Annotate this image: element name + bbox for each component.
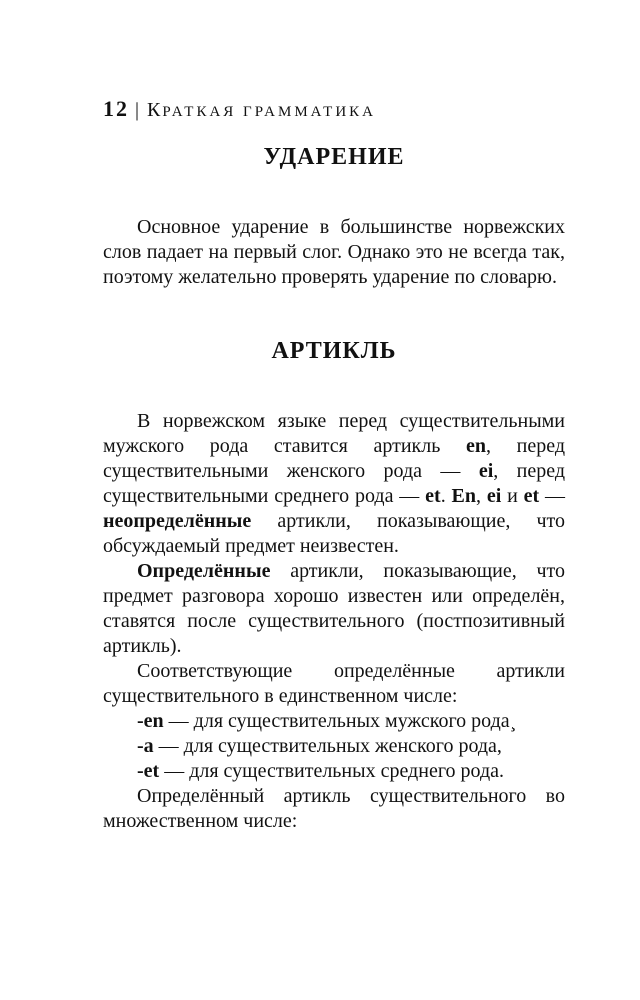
term-et-2: et xyxy=(523,485,540,507)
heading-stress: УДАРЕНИЕ xyxy=(263,144,405,170)
term-ei-2: ei xyxy=(486,485,502,507)
paragraph-plural-intro: Определённый артикль существительного во множественном числе: xyxy=(103,785,565,832)
header-separator: | xyxy=(135,99,142,121)
term-en: en xyxy=(465,435,486,457)
ending-en: -en xyxy=(137,710,164,732)
page-number: 12 xyxy=(103,96,129,121)
running-head xyxy=(103,96,565,136)
paragraph-stress: Основное ударение в большинстве норвежских слов падает на первый слог. Однако это не всегда так, поэтому желательно проверять ударение по словарю. xyxy=(103,216,565,288)
section-title-initial: К xyxy=(147,99,163,121)
term-en-cap: En xyxy=(451,485,476,507)
paragraph-definite-articles: Определённые артикли, показывающие, что предмет разговора хорошо известен или определён, ставятся после существительного (постпозитивный артикль). xyxy=(103,560,565,657)
paragraph-singular-intro: Соответствующие определённые артикли существительного в единственном числе: xyxy=(103,660,565,707)
term-indefinite: неопределённые xyxy=(103,510,252,532)
term-ei: ei xyxy=(478,460,494,482)
term-et: et xyxy=(425,485,441,507)
ending-a: -a xyxy=(137,735,154,757)
term-definite: Определённые xyxy=(137,560,271,582)
ending-et: -et xyxy=(137,760,160,782)
heading-article: АРТИКЛЬ xyxy=(271,338,397,364)
paragraph-indefinite-articles: В норвежском языке перед существительными мужского рода ставится артикль en, перед существительными женского рода — ei, перед существительными среднего рода — et. En, ei и et — неопределённые артикли, показывающие, что обсуждаемый предмет неизвестен. xyxy=(103,410,566,557)
list-item-masculine: -en — для существительных мужского рода¸ xyxy=(137,710,517,732)
section-title-rest: РАТКАЯ ГРАММАТИКА xyxy=(162,104,377,120)
list-item-feminine: -a — для существительных женского рода, xyxy=(137,735,502,757)
book-page xyxy=(103,96,565,834)
list-item-neuter: -et — для существительных среднего рода. xyxy=(137,760,504,782)
